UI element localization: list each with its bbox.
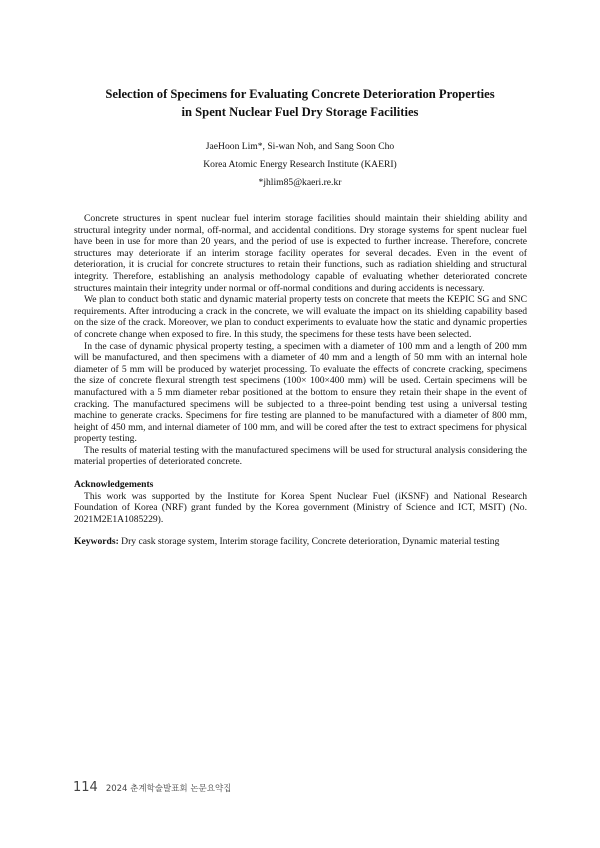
author-list: JaeHoon Lim*, Si-wan Noh, and Sang Soon Cho [205, 141, 395, 152]
keywords-text: Dry cask storage system, Interim storage facility, Concrete deterioration, Dynamic material testing [121, 536, 500, 548]
acknowledgements-heading: Acknowledgements [74, 479, 154, 491]
corresponding-email: *jhlim85@kaeri.re.kr [258, 177, 342, 188]
acknowledgements-text: This work was supported by the Institute for Korea Spent Nuclear Fuel (iKSNF) and National Research Foundation of Korea (NRF) grant funded by the Korea government (Ministry of Science and ICT, MSIT) (No. 2021M2E1A1085229). [74, 490, 527, 525]
paragraph-4: The results of material testing with the manufactured specimens will be used for structural analysis considering the material properties of deteriorated concrete. [74, 444, 527, 468]
title-line-2: in Spent Nuclear Fuel Dry Storage Facilities [181, 105, 419, 119]
title-line-1: Selection of Specimens for Evaluating Concrete Deterioration Properties [105, 87, 495, 101]
affiliation: Korea Atomic Energy Research Institute (KAERI) [203, 159, 397, 170]
proceedings-label: 2024 춘계학술발표회 논문요약집 [105, 784, 232, 794]
paragraph-3: In the case of dynamic physical property testing, a specimen with a diameter of 100 mm and a length of 200 mm will be manufactured, and then specimens with a diameter of 40 mm and a length of 50 mm with an internal hole diameter of 5 mm will be produced by waterjet processing. To evaluate the effects of concrete cracking, specimens the size of concrete flexural strength test specimens (100× 100×400 mm) will be used. Certain specimens will be manufactured with a 5 mm diameter rebar positioned at the bottom to ensure they retain their shape in the event of cracking. The manufactured specimens will be subjected to a three-point bending test using a universal testing machine to generate cracks. Specimens for fire testing are planned to be manufactured with a diameter of 800 mm, height of 450 mm, and internal diameter of 100 mm, and will be cored after the test to extract specimens for physical property testing. [74, 340, 527, 445]
abstract-body [74, 213, 527, 548]
page-footer [73, 776, 231, 795]
keywords-label: Keywords: [74, 536, 119, 548]
paragraph-1: Concrete structures in spent nuclear fuel interim storage facilities should maintain their shielding ability and structural integrity under normal, off-normal, and accidental conditions. Dry storage systems for spent nuclear fuel have been in use for more than 20 years, and the period of use is expected to further increase. Therefore, concrete structures may deteriorate if an interim storage facility operates for several decades. Even in the event of deterioration, it is crucial for concrete structures to retain their functions, such as radiation shielding and structural integrity. Therefore, establishing an analysis methodology capable of evaluating whether deteriorated concrete structures maintain their integrity under normal or off-normal conditions and during accidents is necessary. [74, 213, 527, 294]
keywords [74, 536, 527, 548]
paper-title [60, 85, 540, 121]
paragraph-2: We plan to conduct both static and dynamic material property tests on concrete that meets the KEPIC SG and SNC requirements. After introducing a crack in the concrete, we will evaluate the impact on its shielding capability based on the size of the crack. Moreover, we plan to conduct experiments to evaluate how the static and dynamic properties of concrete change when exposed to fire. In this study, the specimens for these tests have been selected. [74, 294, 527, 340]
page-number: 114 [73, 780, 98, 795]
